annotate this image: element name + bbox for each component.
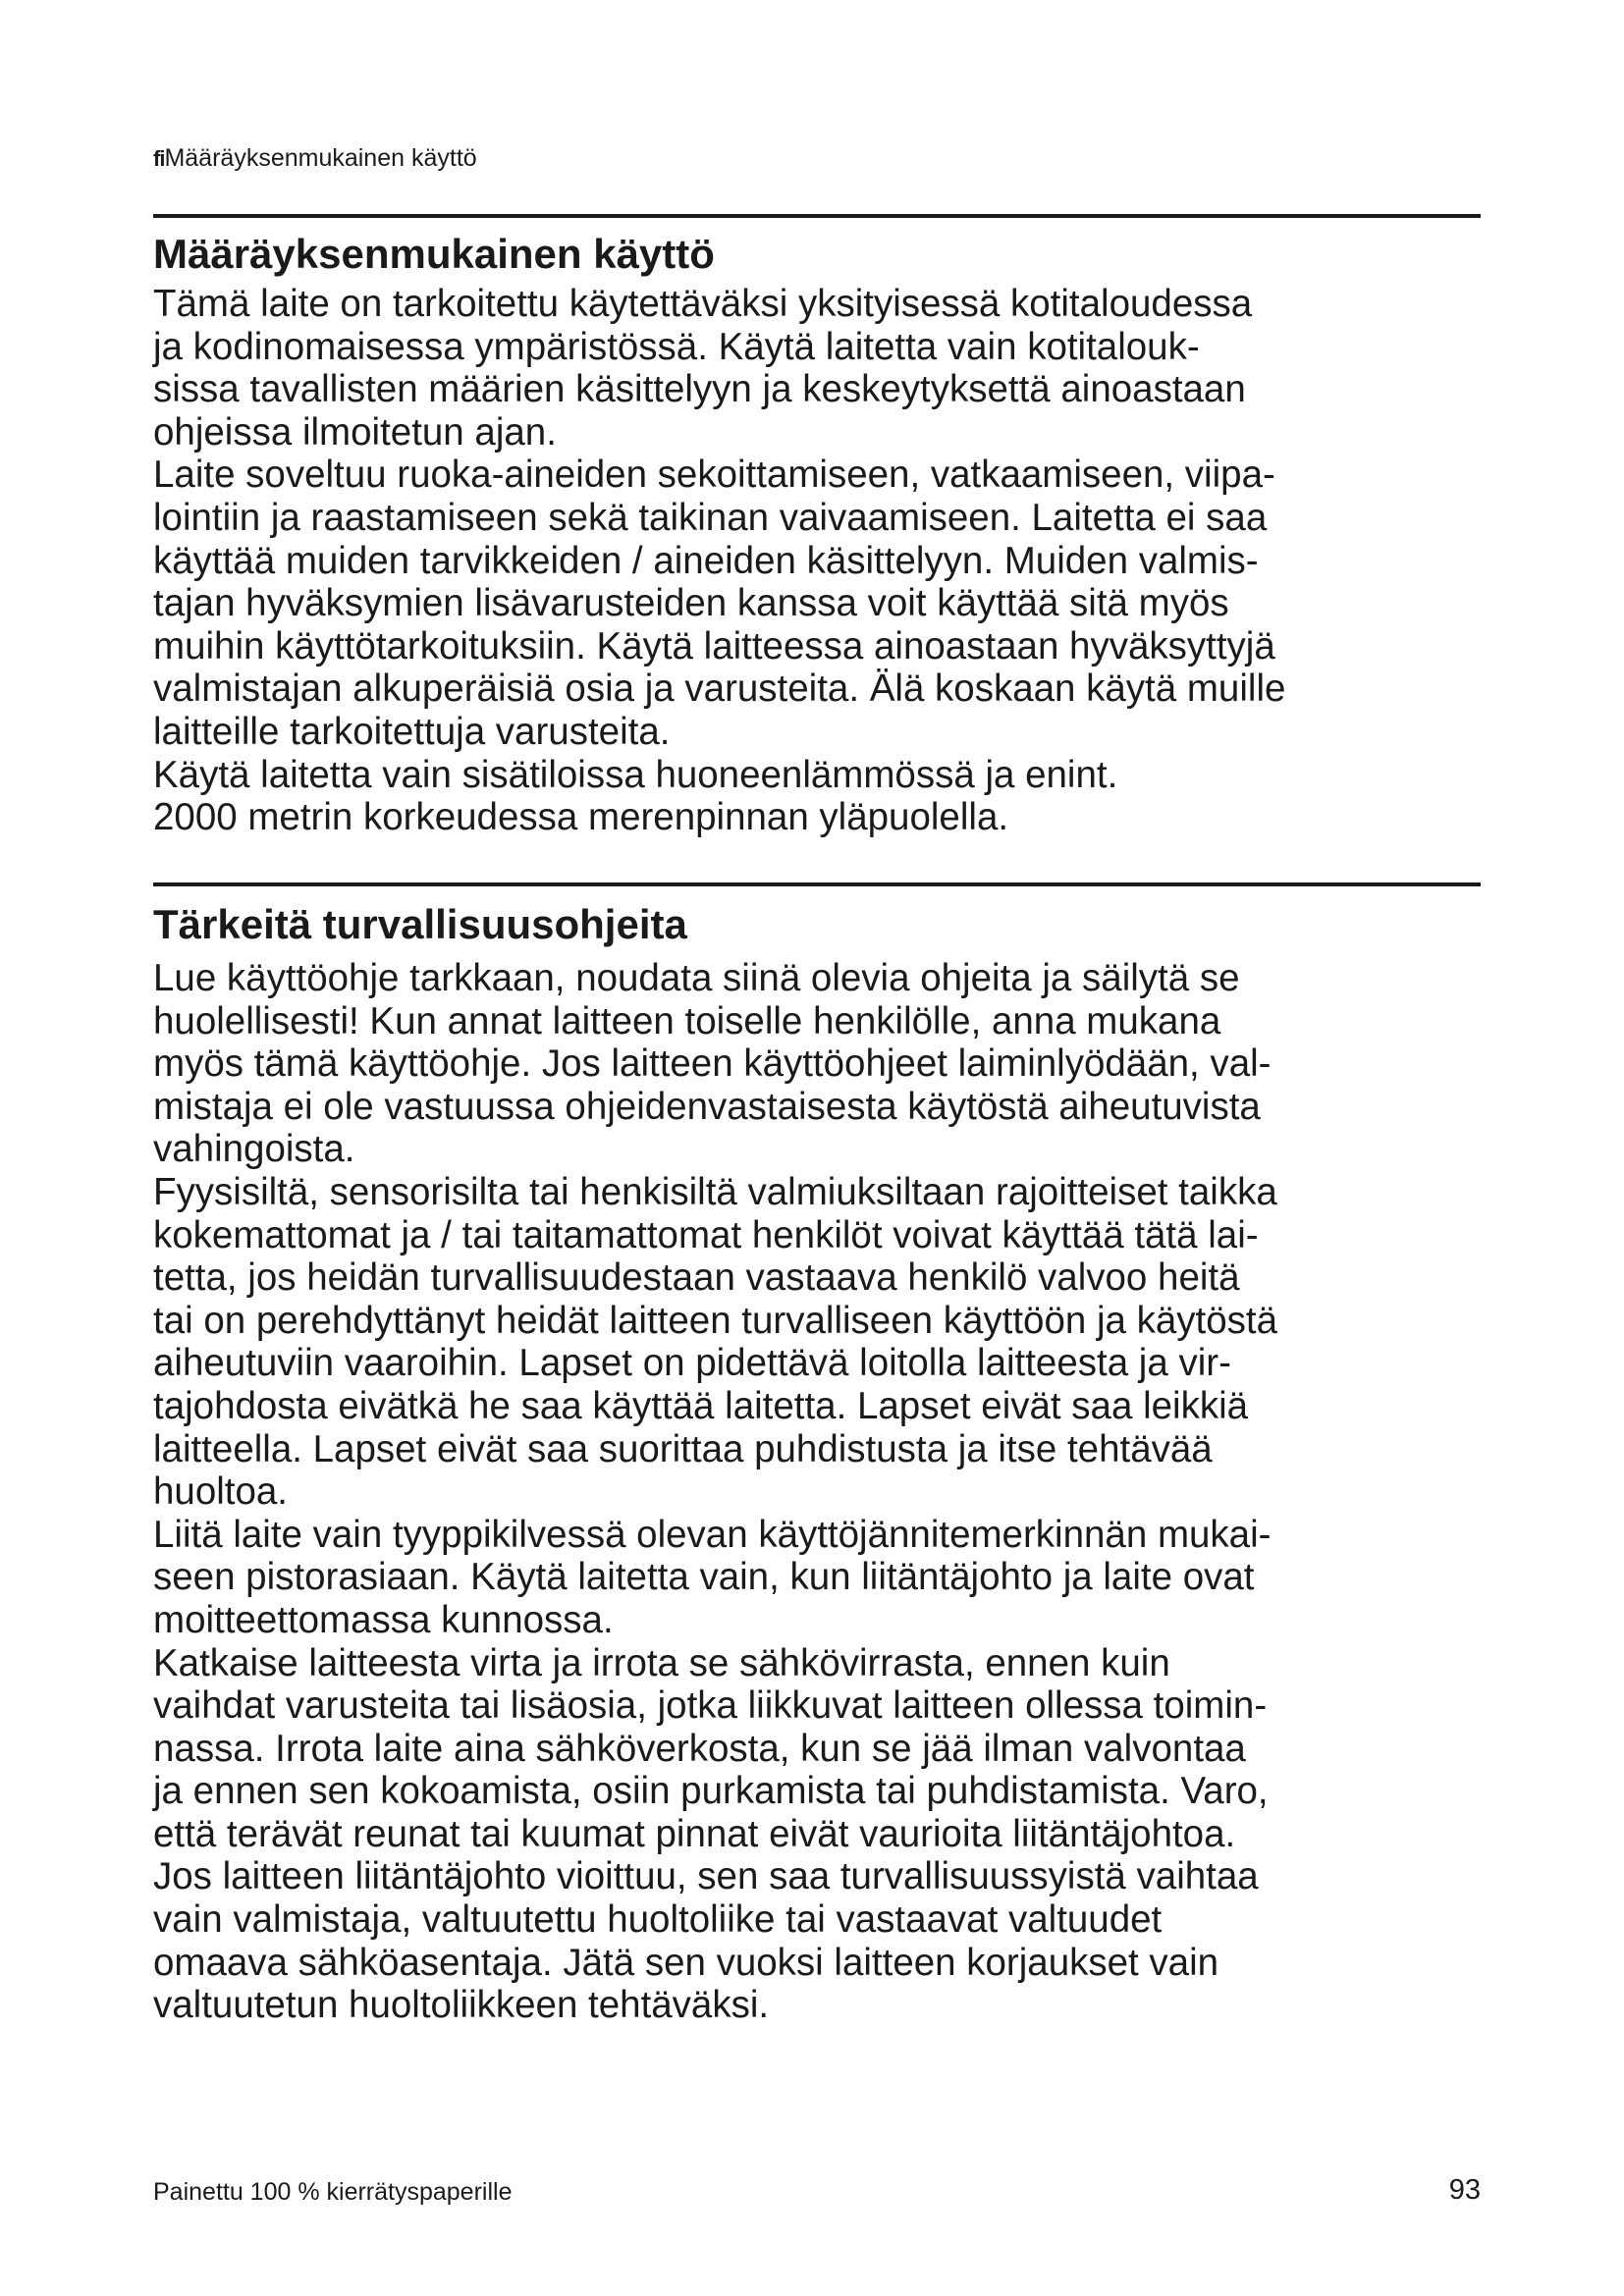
- section-title: Tärkeitä turvallisuusohjeita: [153, 901, 687, 947]
- running-header: [153, 143, 477, 174]
- paragraph: Lue käyttöohje tarkkaan, noudata siinä olevia ohjeita ja säilytä se huolellisesti! Kun annat laitteen toiselle henkilölle, anna mukana myös tämä käyttöohje. Jos laitteen käyttöohjeet laiminlyödään, val- mistaja ei ole vastuussa ohjeidenvastaisesta käytöstä aiheutuvista vahingoista.: [153, 957, 1272, 1171]
- section-title: Määräyksenmukainen käyttö: [153, 231, 715, 277]
- section-divider: [153, 214, 1481, 218]
- paragraph: Fyysisiltä, sensorisilta tai henkisiltä valmiuksiltaan rajoitteiset taikka kokemattomat ja / tai taitamattomat henkilöt voivat käyttää tätä lai- tetta, jos heidän turvallisuudestaan vastaava henkilö valvoo heitä tai on perehdyttänyt heidät laitteen turvalliseen käyttöön ja käytöstä aiheutuviin vaaroihin. Lapset on pidettävä loitolla laitteesta ja vir- tajohdosta eivätkä he saa käyttää laitetta. Lapset eivät saa leikkiä laitteella. Lapset eivät saa suorittaa puhdistusta ja itse tehtävää huoltoa.: [153, 1170, 1278, 1514]
- footer-note: Painettu 100 % kierrätyspaperille: [153, 2178, 513, 2206]
- paragraph: Katkaise laitteesta virta ja irrota se sähkövirrasta, ennen kuin vaihdat varusteita tai lisäosia, jotka liikkuvat laitteen ollessa toimin- nassa. Irrota laite aina sähköverkosta, kun se jää ilman valvontaa ja ennen sen kokoamista, osiin purkamista tai puhdistamista. Varo, että terävät reunat tai kuumat pinnat eivät vaurioita liitäntäjohtoa.: [153, 1641, 1269, 1855]
- running-title: Määräyksenmukainen käyttö: [164, 144, 477, 172]
- paragraph: Liitä laite vain tyyppikilvessä olevan käyttöjännitemerkinnän mukai- seen pistorasiaan. Käytä laitetta vain, kun liitäntäjohto ja laite ovat moitteettomassa kunnossa.: [153, 1513, 1272, 1641]
- section-divider: [153, 882, 1481, 886]
- page-number: 93: [1448, 2174, 1481, 2206]
- paragraph: Käytä laitetta vain sisätiloissa huoneenlämmössä ja enint. 2000 metrin korkeudessa merenpinnan yläpuolella.: [153, 753, 1118, 839]
- paragraph: Tämä laite on tarkoitettu käytettäväksi yksityisessä kotitaloudessa ja kodinomaisessa ympäristössä. Käytä laitetta vain kotitalouk- sissa tavallisten määrien käsittelyyn ja keskeytyksettä ainoastaan ohjeissa ilmoitetun ajan.: [153, 283, 1253, 454]
- section-intended-use: [153, 214, 1481, 839]
- section-safety-instructions: [153, 882, 1481, 2027]
- paragraph: Laite soveltuu ruoka-aineiden sekoittamiseen, vatkaamiseen, viipa- lointiin ja raastamiseen sekä taikinan vaivaamiseen. Laitetta ei saa käyttää muiden tarvikkeiden / aineiden käsittelyyn. Muiden valmis- tajan hyväksymien lisävarusteiden kanssa voit käyttää sitä myös muihin käyttötarkoituksiin. Käytä laitteessa ainoastaan hyväksyttyjä valmistajan alkuperäisiä osia ja varusteita. Älä koskaan käytä muille laitteille tarkoitettuja varusteita.: [153, 454, 1286, 753]
- language-code: fi: [153, 146, 165, 171]
- paragraph: Jos laitteen liitäntäjohto vioittuu, sen saa turvallisuussyistä vaihtaa vain valmistaja, valtuutettu huoltoliike tai vastaavat valtuudet omaava sähköasentaja. Jätä sen vuoksi laitteen korjaukset vain valtuutetun huoltoliikkeen tehtäväksi.: [153, 1855, 1259, 2027]
